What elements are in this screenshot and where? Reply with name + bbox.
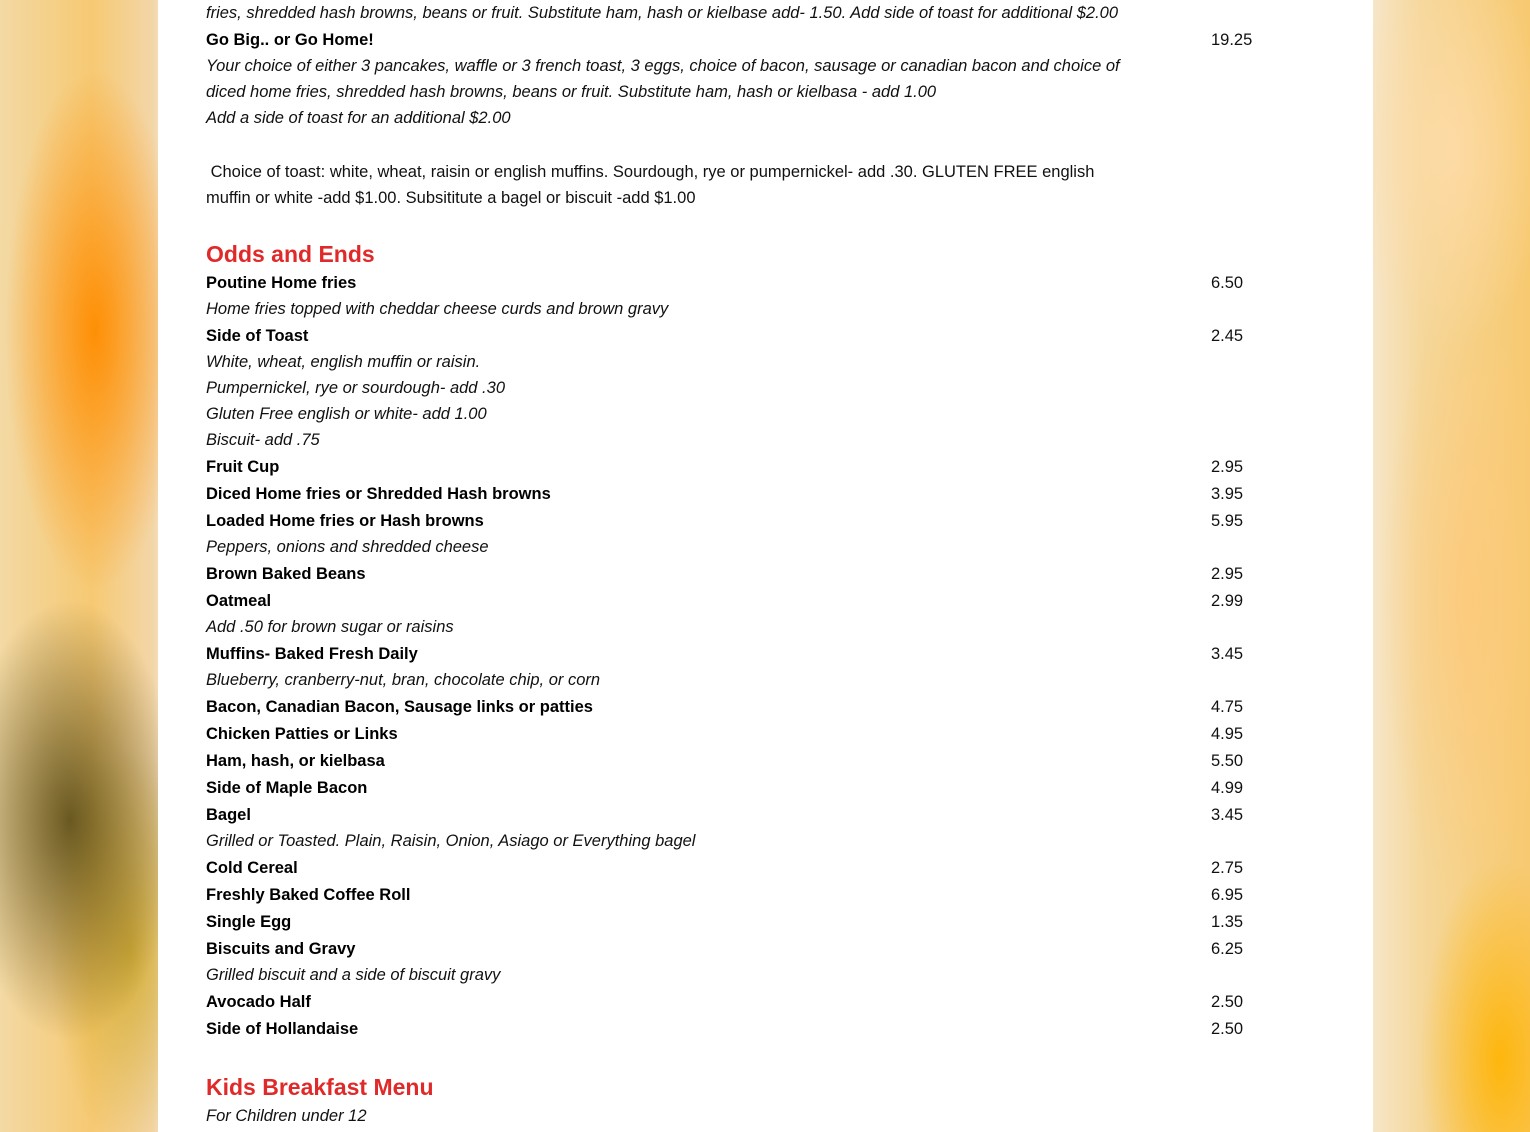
menu-item-price: 4.95	[1211, 725, 1244, 743]
menu-item-price: 3.45	[1211, 645, 1244, 663]
item-description: fries, shredded hash browns, beans or fruit. Substitute ham, hash or kielbase add- 1.50. Add side of toast for additional $2.00	[206, 4, 1119, 22]
item-description: Grilled or Toasted. Plain, Raisin, Onion, Asiago or Everything bagel	[206, 832, 696, 850]
menu-item-name: Loaded Home fries or Hash browns	[206, 512, 484, 530]
menu-item-name: Fruit Cup	[206, 458, 280, 476]
menu-item-price: 4.99	[1211, 779, 1244, 797]
menu-item-name: Chicken Patties or Links	[206, 725, 398, 743]
menu-item-name: Bacon, Canadian Bacon, Sausage links or patties	[206, 698, 593, 716]
menu-item-name: Side of Hollandaise	[206, 1020, 359, 1038]
kids-menu-subtitle: For Children under 12	[206, 1107, 367, 1125]
menu-item-price: 6.95	[1211, 886, 1244, 904]
menu-item-name: Biscuits and Gravy	[206, 940, 356, 958]
menu-item-name: Avocado Half	[206, 993, 311, 1011]
menu-item-price: 4.75	[1211, 698, 1244, 716]
menu-item-name: Go Big.. or Go Home!	[206, 31, 374, 49]
menu-item-name: Muffins- Baked Fresh Daily	[206, 645, 418, 663]
menu-item-price: 3.95	[1211, 485, 1244, 503]
menu-item-name: Brown Baked Beans	[206, 565, 366, 583]
item-description: Pumpernickel, rye or sourdough- add .30	[206, 379, 505, 397]
item-description: Home fries topped with cheddar cheese curds and brown gravy	[206, 300, 669, 318]
menu-item-name: Oatmeal	[206, 592, 272, 610]
menu-item-price: 6.25	[1211, 940, 1244, 958]
section-heading-kids-menu: Kids Breakfast Menu	[206, 1074, 434, 1100]
menu-item-price: 2.95	[1211, 458, 1244, 476]
menu-item-price: 3.45	[1211, 806, 1244, 824]
menu-item-price: 19.25	[1211, 31, 1253, 49]
menu-item-name: Cold Cereal	[206, 859, 298, 877]
item-description: Your choice of either 3 pancakes, waffle or 3 french toast, 3 eggs, choice of bacon, sausage or canadian bacon and choice of	[206, 57, 1120, 75]
menu-item-name: Single Egg	[206, 913, 292, 931]
menu-item-name: Side of Maple Bacon	[206, 779, 368, 797]
item-description: Add .50 for brown sugar or raisins	[206, 618, 454, 636]
menu-item-name: Poutine Home fries	[206, 274, 357, 292]
toast-choice-note: muffin or white -add $1.00. Subsititute a bagel or biscuit -add $1.00	[206, 189, 696, 207]
menu-item-price: 2.45	[1211, 327, 1244, 345]
toast-choice-note: Choice of toast: white, wheat, raisin or english muffins. Sourdough, rye or pumpernickel- add .30. GLUTEN FREE english	[206, 163, 1095, 181]
menu-item-price: 6.50	[1211, 274, 1244, 292]
menu-item-name: Freshly Baked Coffee Roll	[206, 886, 411, 904]
item-description: Blueberry, cranberry-nut, bran, chocolate chip, or corn	[206, 671, 601, 689]
item-description: Biscuit- add .75	[206, 431, 320, 449]
menu-item-name: Bagel	[206, 806, 251, 824]
section-heading-odds-and-ends: Odds and Ends	[206, 241, 375, 267]
menu-item-price: 2.99	[1211, 592, 1244, 610]
menu-panel	[158, 0, 1373, 1132]
menu-item-name: Diced Home fries or Shredded Hash browns	[206, 485, 551, 503]
menu-item-name: Ham, hash, or kielbasa	[206, 752, 385, 770]
menu-item-price: 2.50	[1211, 1020, 1244, 1038]
menu-item-price: 5.50	[1211, 752, 1244, 770]
item-description: diced home fries, shredded hash browns, beans or fruit. Substitute ham, hash or kielbasa - add 1.00	[206, 83, 937, 101]
item-description: Peppers, onions and shredded cheese	[206, 538, 489, 556]
item-description: Add a side of toast for an additional $2.00	[206, 109, 511, 127]
item-description: Grilled biscuit and a side of biscuit gravy	[206, 966, 501, 984]
item-description: Gluten Free english or white- add 1.00	[206, 405, 487, 423]
item-description: White, wheat, english muffin or raisin.	[206, 353, 481, 371]
menu-item-price: 5.95	[1211, 512, 1244, 530]
menu-item-price: 2.95	[1211, 565, 1244, 583]
menu-item-price: 2.75	[1211, 859, 1244, 877]
menu-item-price: 2.50	[1211, 993, 1244, 1011]
menu-item-price: 1.35	[1211, 913, 1244, 931]
menu-item-name: Side of Toast	[206, 327, 309, 345]
